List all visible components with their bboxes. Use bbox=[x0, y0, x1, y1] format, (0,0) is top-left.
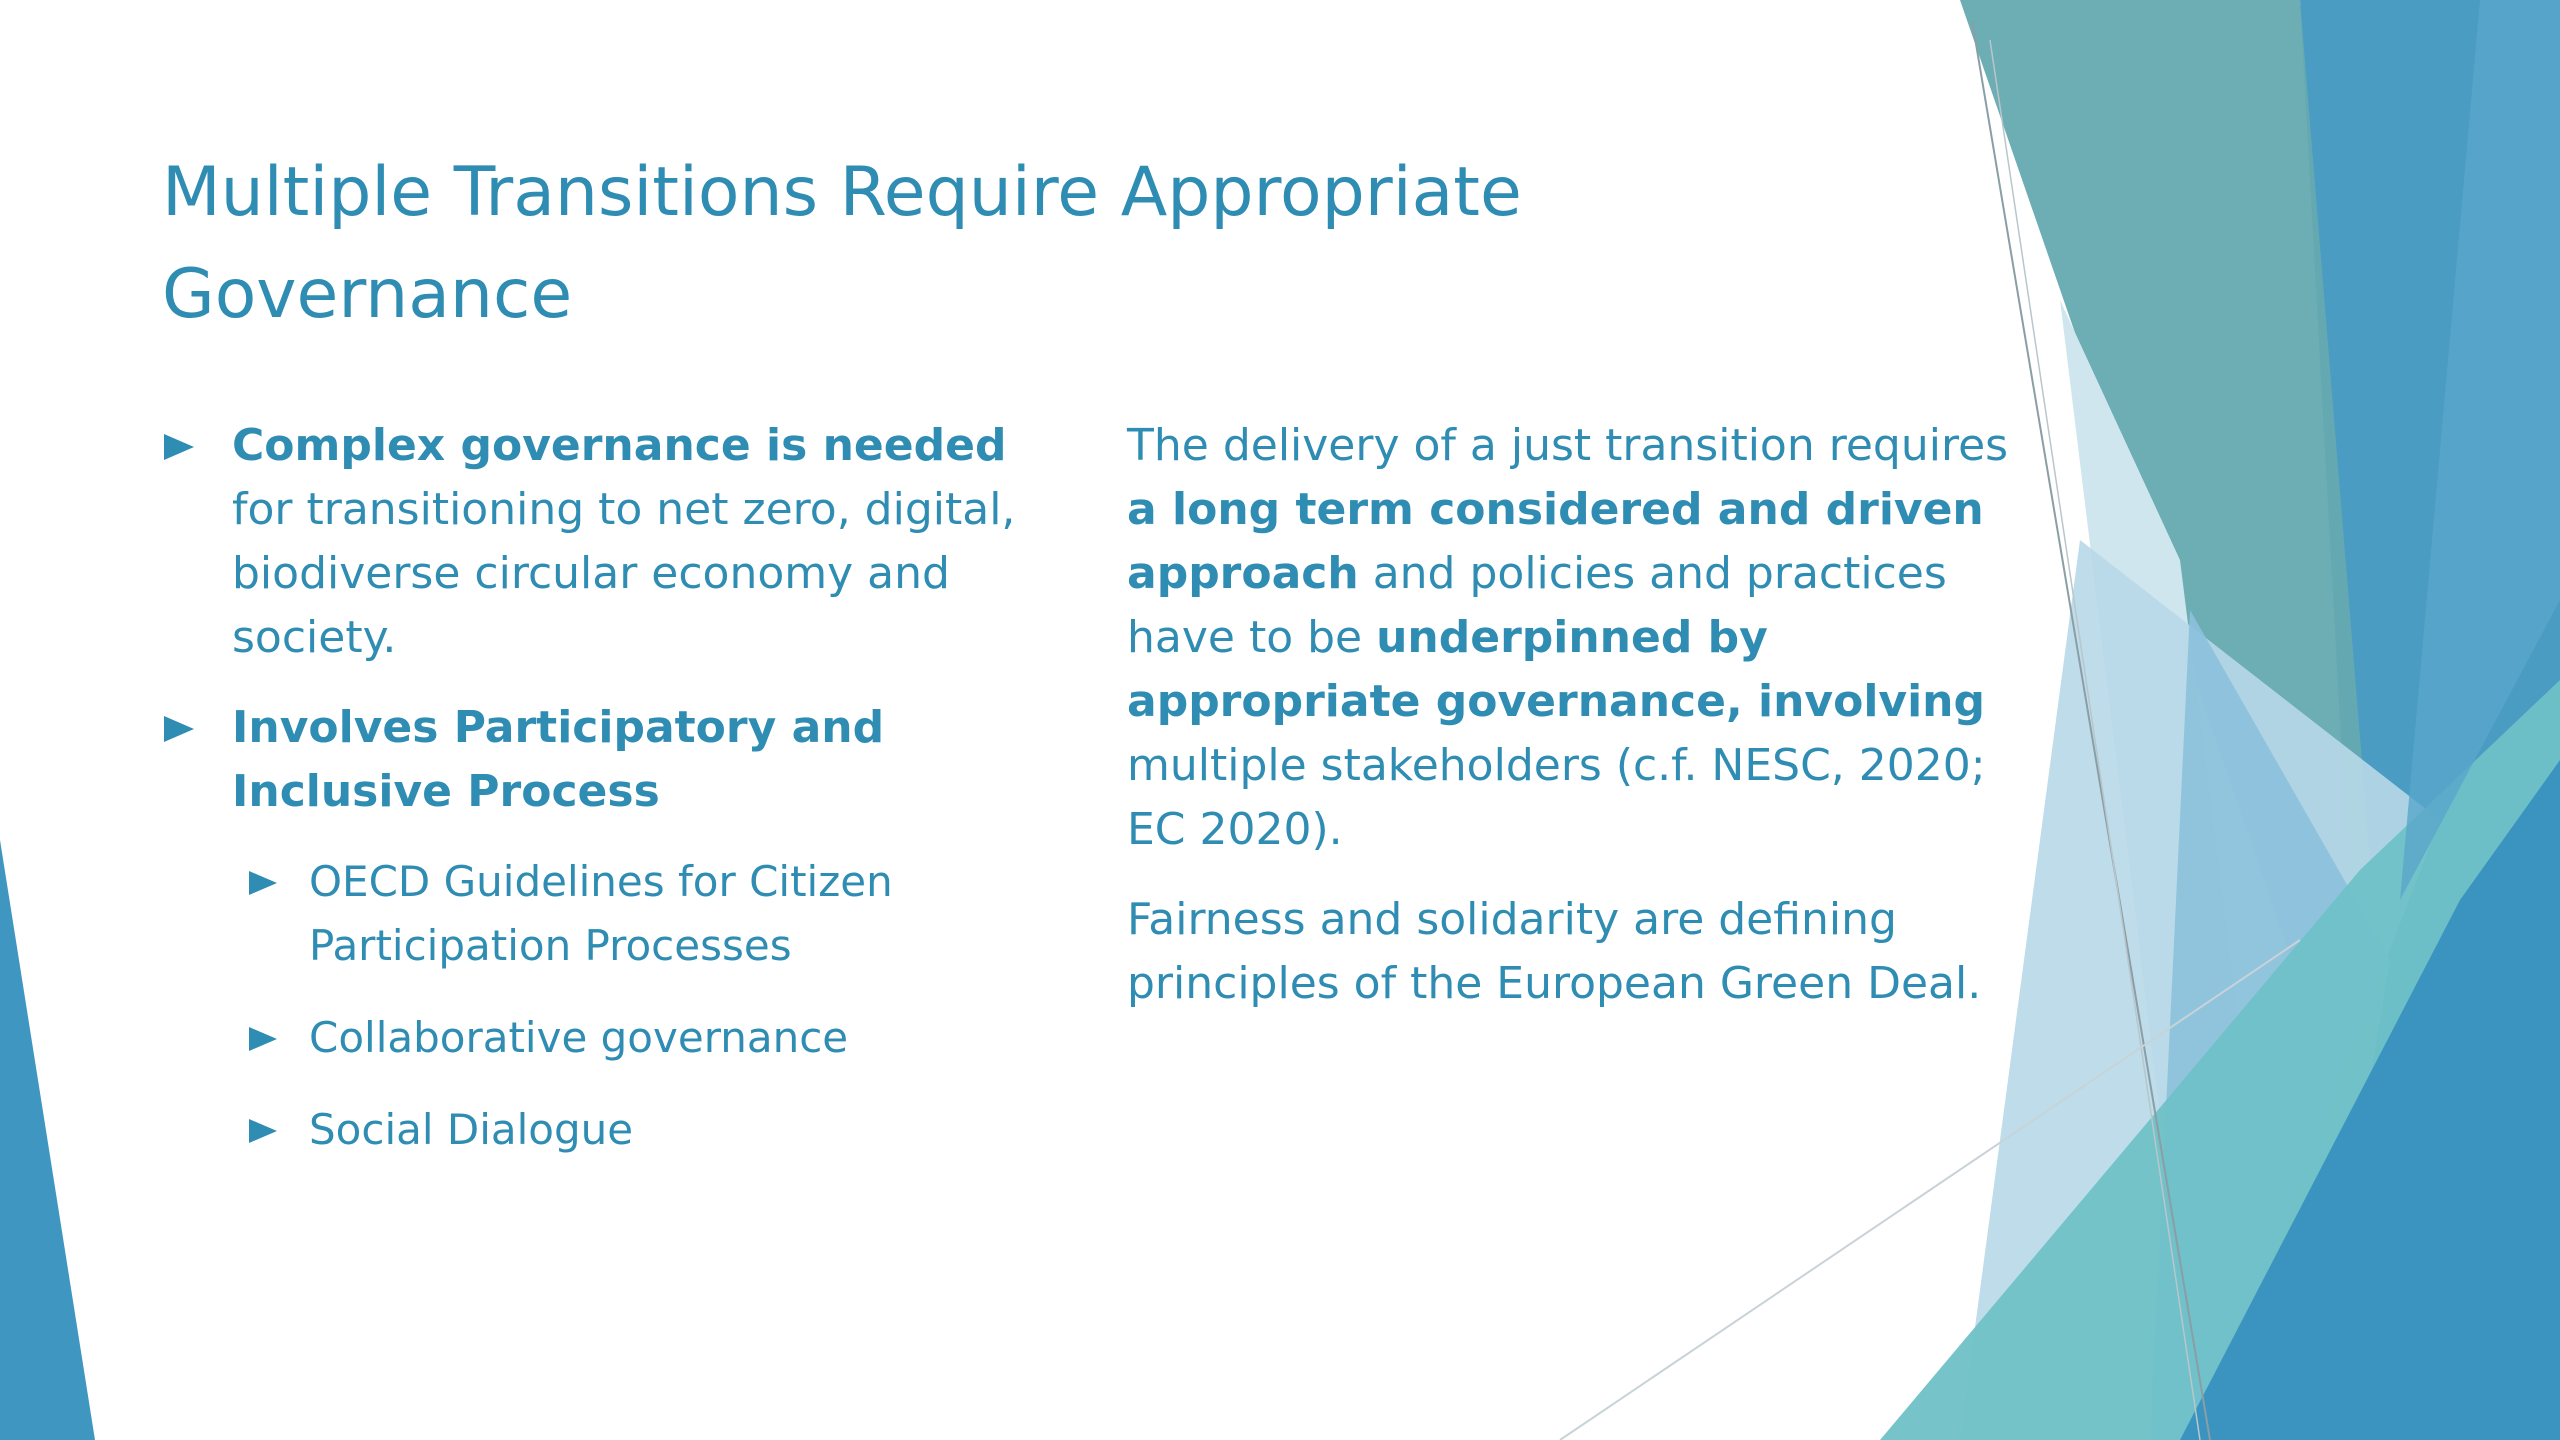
bullet-arrow-icon bbox=[164, 716, 194, 742]
bullet-arrow-icon bbox=[249, 1027, 277, 1051]
sub-bullet-text: Social Dialogue bbox=[309, 1105, 634, 1154]
paragraph-text: The delivery of a just transition requires bbox=[1127, 420, 2009, 471]
bullet-complex-governance bbox=[162, 414, 1042, 670]
sub-bullet-social-dialogue bbox=[247, 1098, 1042, 1162]
paragraph-text: multiple stakeholders (c.f. NESC, 2020; EC 2020). bbox=[1127, 740, 1986, 855]
bullet-arrow-icon bbox=[249, 871, 277, 895]
bullet-arrow-icon bbox=[249, 1119, 277, 1143]
bullet-bold-text: Involves Participatory and Inclusive Process bbox=[232, 702, 885, 817]
bullet-text: for transitioning to net zero, digital, biodiverse circular economy and society. bbox=[232, 484, 1016, 663]
bullet-participatory-process bbox=[162, 696, 1042, 824]
green-deal-paragraph: Fairness and solidarity are defining principles of the European Green Deal. bbox=[1127, 894, 1982, 1009]
right-column bbox=[1127, 414, 2017, 1042]
slide-title: Multiple Transitions Require Appropriate Governance bbox=[162, 153, 1522, 334]
sub-bullet-text: Collaborative governance bbox=[309, 1013, 849, 1062]
paragraph-text: and policies and practices have to be bbox=[1127, 548, 1947, 663]
left-column bbox=[162, 414, 1042, 1190]
just-transition-paragraph bbox=[1127, 414, 2017, 862]
sub-bullet-collaborative-governance bbox=[247, 1006, 1042, 1070]
paragraph-bold-text: underpinned by appropriate governance, involving bbox=[1127, 612, 1985, 727]
paragraph-bold-text: a long term considered and driven approach bbox=[1127, 484, 1984, 599]
bullet-bold-text: Complex governance is needed bbox=[232, 420, 1007, 471]
left-edge-shape bbox=[0, 840, 95, 1440]
sub-bullet-text: OECD Guidelines for Citizen Participation Processes bbox=[309, 857, 893, 970]
sub-bullet-oecd-guidelines bbox=[247, 850, 1042, 978]
bullet-arrow-icon bbox=[164, 434, 194, 460]
